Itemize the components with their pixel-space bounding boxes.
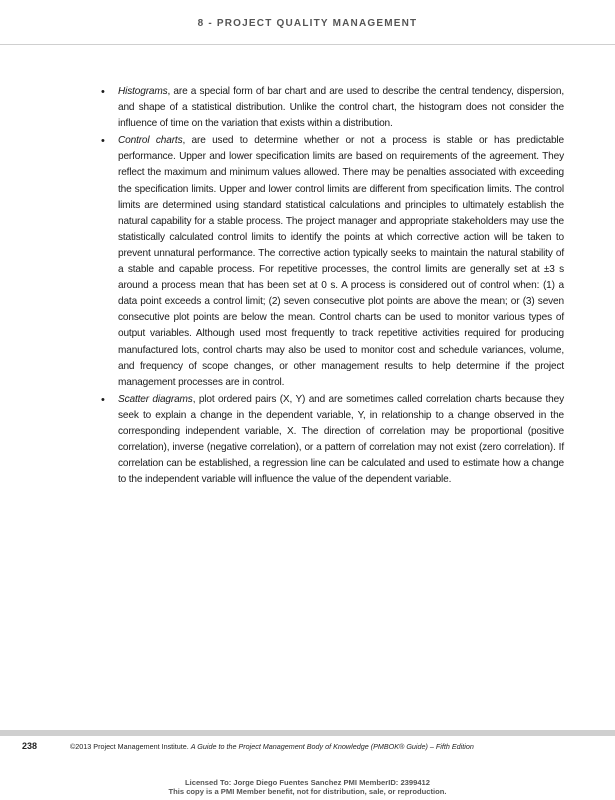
license-notice [0, 779, 615, 796]
term-control-charts: Control charts [118, 135, 183, 147]
footer-citation [70, 742, 474, 751]
bullet-text: , are used to determine whether or not a process is stable or has predictable performance. Upper and lower specification limits are based on requirements of the agreement. They reflect the maximum and minimum values allowed. There may be penalties associated with exceeding the specification limits. Upper and lower control limits are different from specification limits. The control limits are determined using standard statistical calculations and principles to ultimately establish the natural capability for a stable process. The project manager and appropriate stakeholders may use the statistically calculated control limits to identify the points at which corrective action will be taken to prevent unnatural performance. The corrective action typically seeks to maintain the natural stability of a stable and capable process. For repetitive processes, the control limits are generally set at ±3 s around a process mean that has been set at 0 s. A process is considered out of control when: (1) a data point exceeds a control limit; (2) seven consecutive plot points are above the mean; or (3) seven consecutive plot points are below the mean. Control charts can be used to monitor various types of output variables. Although used most frequently to track repetitive activities required for producing manufactured lots, control charts may also be used to monitor cost and schedule variances, volume, and frequency of scope changes, or other management results to help determine if the project management processes are in control. [118, 135, 564, 388]
bullet-item-control-charts [101, 133, 564, 391]
bullet-item-scatter-diagrams [101, 392, 564, 489]
bullet-text: , plot ordered pairs (X, Y) and are sometimes called correlation charts because they seek to explain a change in the dependent variable, Y, in relationship to a change observed in the corresponding independent variable, X. The direction of correlation may be proportional (positive correlation), inverse (negative correlation), or a pattern of correlation may not exist (zero correlation). If correlation can be established, a regression line can be calculated and used to estimate how a change to the independent variable will influence the value of the dependent variable. [118, 393, 564, 486]
page-number: 238 [22, 741, 38, 751]
copyright-text: ©2013 Project Management Institute. [70, 742, 191, 751]
bullet-dot-icon: • [101, 135, 105, 148]
license-line-1: Licensed To: Jorge Diego Fuentes Sanchez PMI MemberID: 2399412 [184, 778, 431, 787]
license-line-2: This copy is a PMI Member benefit, not for distribution, sale, or reproduction. [168, 786, 447, 796]
bullet-list [101, 84, 564, 489]
guide-title: A Guide to the Project Management Body of Knowledge (PMBOK® Guide) – Fifth Edition [190, 742, 474, 751]
bullet-dot-icon: • [101, 86, 105, 98]
page-header [0, 0, 615, 45]
bullet-item-histograms [101, 84, 564, 132]
footer-bar [0, 730, 615, 736]
bullet-text: , are a special form of bar chart and are used to describe the central tendency, dispersion, and shape of a statistical distribution. Unlike the control chart, the histogram does not consider the influence of time on the variation that exists within a distribution. [118, 86, 564, 130]
bullet-dot-icon: • [101, 393, 105, 406]
term-histograms: Histograms [118, 86, 168, 97]
chapter-title: 8 - PROJECT QUALITY MANAGEMENT [197, 18, 418, 29]
term-scatter-diagrams: Scatter diagrams [118, 393, 193, 405]
